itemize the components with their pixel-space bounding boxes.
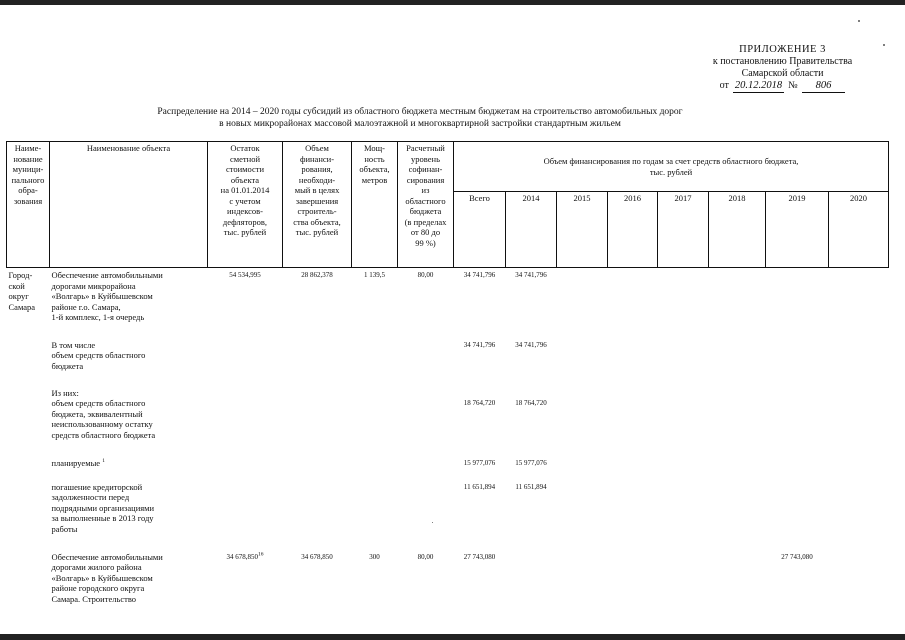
header-volume: Объем финанси- рования, необходи- мый в целях завершения строитель- ства объекта, тыс. рублей: [283, 142, 352, 268]
cell-municipality: [7, 458, 50, 482]
header-object: Наименование объекта: [50, 142, 208, 268]
cell-2014: 34 741,796: [515, 340, 547, 349]
document-title-line-2: в новых микрорайонах массовой малоэтажной и многоквартирной застройки стандартным жильем: [219, 119, 621, 129]
scan-speck: [858, 20, 860, 22]
header-year-2016: 2016: [608, 192, 658, 268]
cell-total: 15 977,076: [463, 458, 496, 467]
cell-capacity: 1 139,5: [364, 271, 385, 279]
cell-capacity: 300: [369, 552, 380, 561]
footnote-marker: 1: [102, 457, 105, 464]
cell-object: [50, 458, 208, 482]
appendix-title: ПРИЛОЖЕНИЕ 3: [739, 44, 826, 55]
cell-municipality: [7, 340, 50, 388]
cell-total: 18 764,720: [463, 398, 496, 407]
handwritten-number: 806: [802, 80, 846, 93]
handwritten-date: 20.12.2018: [734, 80, 783, 91]
document-title: [90, 106, 750, 130]
cell-2019: 27 743,080: [781, 552, 813, 561]
cell-object-text: планируемые: [51, 457, 101, 468]
cell-balance: [208, 552, 283, 612]
cell-object: Обеспечение автомобильными дорогами микрорайона «Волгарь» в Куйбышевском районе г.о. Самара, 1-й комплекс, 1-я очередь: [51, 270, 163, 322]
header-year-2020: 2020: [829, 192, 889, 268]
cell-2014: 18 764,720: [515, 398, 547, 407]
header-year-2014: 2014: [506, 192, 557, 268]
cell-municipality: [7, 482, 50, 552]
table-row: [7, 458, 889, 482]
header-year-2015: 2015: [557, 192, 608, 268]
header-year-2018: 2018: [709, 192, 766, 268]
cell-volume: 28 862,378: [301, 271, 333, 279]
appendix-date-line: [660, 80, 905, 93]
header-year-2019: 2019: [766, 192, 829, 268]
document-title-line-1: Распределение на 2014 – 2020 годы субсидий из областного бюджета местным бюджетам на строительство автомобильных дорог: [157, 107, 683, 117]
subsidy-table: [6, 141, 889, 612]
header-municipality: Наиме- нование муници- пального обра- зования: [7, 142, 50, 268]
cell-balance-text: 34 678,850: [226, 552, 258, 561]
cell-municipality: Город- ской округ Самара: [8, 270, 36, 312]
cell-2020: [829, 268, 889, 340]
from-label: от: [719, 80, 729, 91]
cell-2016: [608, 268, 658, 340]
table-row: [7, 340, 889, 388]
appendix-line-2: к постановлению Правительства: [712, 56, 853, 67]
scan-bottom-edge: [0, 634, 905, 640]
cell-municipality: [7, 552, 50, 612]
cell-volume: 34 678,850: [301, 552, 333, 561]
table-row: [7, 268, 889, 340]
header-funding-group: Объем финансирования по годам за счет средств областного бюджета, тыс. рублей: [454, 142, 889, 192]
cell-municipality: [7, 388, 50, 458]
cell-cofinancing: 80,00: [417, 271, 434, 279]
cell-2017: [658, 268, 709, 340]
appendix-line-3: Самарской области: [741, 68, 824, 79]
header-year-total: Всего: [454, 192, 506, 268]
header-balance: Остаток сметной стоимости объекта на 01.01.2014 с учетом индексов- дефляторов, тыс. рублей: [208, 142, 283, 268]
cell-total: 11 651,894: [463, 482, 496, 491]
header-year-2017: 2017: [658, 192, 709, 268]
cell-2014: 15 977,076: [515, 458, 547, 467]
cell-total: 27 743,080: [463, 552, 496, 561]
cell-balance: 54 534,995: [229, 271, 261, 279]
cell-2018: [709, 268, 766, 340]
header-cofinancing: Расчетный уровень софинан- сирования из областного бюджета (в пределах от 80 до 99 %): [398, 142, 454, 268]
cell-2014: 11 651,894: [515, 482, 547, 491]
cell-2014: 34 741,796: [515, 271, 547, 279]
cell-total: 34 741,796: [463, 340, 496, 349]
scan-top-edge: [0, 0, 905, 5]
cell-2014: [506, 552, 557, 612]
footnote-marker: 16: [258, 551, 264, 558]
cell-object: погашение кредиторской задолженности перед подрядными организациями за выполненные в 2013 году работы: [51, 481, 155, 534]
cell-object: В том числе объем средств областного бюджета: [51, 339, 146, 371]
cell-2019: [766, 268, 829, 340]
cell-cofinancing: 80,00: [417, 552, 434, 561]
cell-object: Из них: объем средств областного бюджета, эквивалентный неиспользованному остатку средств областного бюджета: [51, 387, 156, 440]
header-capacity: Мощ- ность объекта, метров: [352, 142, 398, 268]
table-row: [7, 552, 889, 612]
table-row: [7, 388, 889, 458]
table-row: [7, 482, 889, 552]
cell-object: Обеспечение автомобильными дорогами жилого района «Волгарь» в Куйбышевском районе городского округа Самара. Строительство: [51, 551, 163, 604]
cell-2015: [557, 268, 608, 340]
cell-total: 34 741,796: [463, 271, 496, 279]
appendix-block: [660, 44, 905, 93]
number-label: №: [788, 80, 798, 91]
